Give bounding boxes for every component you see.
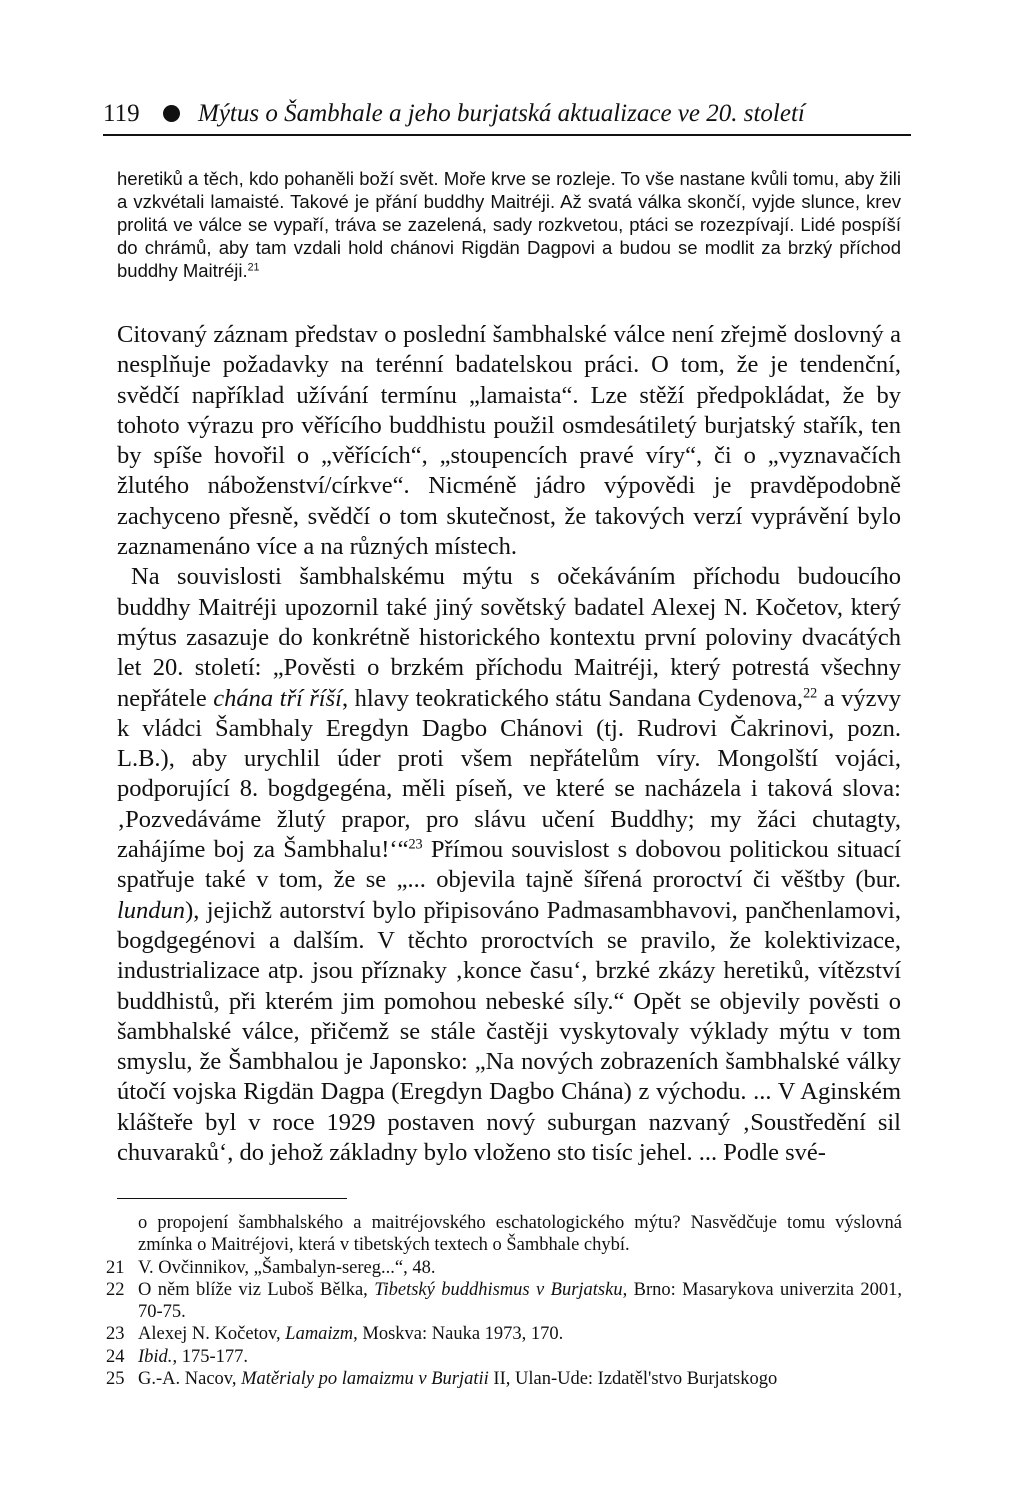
footnote-part: , 175-177. (172, 1346, 248, 1367)
footnote-ref-23: 23 (408, 836, 423, 853)
footnote-number: 23 (106, 1324, 125, 1345)
footnote-part: II, Ulan-Ude: Izdatěl'stvo Burjatskogo (488, 1369, 778, 1390)
running-title: Mýtus o Šambhale a jeho burjatská aktualizace ve 20. století (198, 100, 805, 127)
paragraph-1: Citovaný záznam představ o poslední šambhalské válce není zřejmě doslovný a nesplňuje požadavky na terénní badatelskou práci. O tom, že je tendenční, svědčí například užívání termínu „lamaista“. Lze stěží předpokládat, že by tohoto výrazu pro věřícího buddhistu použil osmdesátiletý burjatský stařík, ten by spíše hovořil o „věřících“, „stoupencích pravé víry“, či o „vyznavačích žlutého náboženství/církve“. Nicméně jádro výpovědi je pravděpodobně zachyceno přesně, svědčí o tom skutečnost, že takových verzí vyprávění bylo zaznamenáno více a na různých místech. (117, 321, 901, 561)
footnote-number: 22 (106, 1279, 125, 1300)
page-number: 119 (103, 100, 140, 127)
footnote-ibid: Ibid. (138, 1346, 173, 1367)
footnote-text (138, 1346, 902, 1368)
paragraph-2-part: ), jejichž autorství bylo připisováno Padmasambhavovi, pančhenlamovi, bogdgegénovi a dalším. V těchto proroctvích se pravilo, že kolektivizace, industrializace atp. jsou příznaky ‚konce času‘, brzké zkázy heretiků, vítězství buddhistů, při kterém jim pomohou nebeské síly.“ Opět se objevily pověsti o šambhalské válce, přičemž se stále častěji vyskytovaly výklady mýtu v tom smyslu, že Šambhalou je Japonsko: „Na nových zobrazeních šambhalské války útočí vojska Rigdän Dagpa (Eregdyn Dagbo Chána) z východu. ... V Aginském klášteře byl v roce 1929 postaven nový suburgan nazvaný ‚Soustředění sil chuvaraků‘, do jehož základny bylo vloženo sto tisíc jehel. ... Podle své- (117, 896, 901, 1167)
footnote-part: Alexej N. Kočetov, (138, 1324, 286, 1345)
footnote-number: 21 (106, 1257, 125, 1278)
footnote-part: O něm blíže viz Luboš Bělka, (138, 1279, 375, 1300)
paragraph-2-part: Přímou souvislost s dobovou politickou situací spatřuje také v tom, že se „... objevila tajně šířená proroctví či věštby (bur. (117, 836, 902, 894)
paragraph-2-part: Na souvislosti šambhalskému mýtu s očekáváním příchodu budoucího buddhy Maitréji upozornil také jiný sovětský badatel Alexej N. Kočetov, který mýtus zasazuje do konkrétně historického kontextu první poloviny dvacátých let 20. století: „Pověsti o brzkém příchodu Maitréji, který potrestá všechny nepřátele (117, 563, 901, 712)
footnote-part: , Moskva: Nauka 1973, 170. (353, 1324, 564, 1345)
footnote-text: o propojení šambhalského a maitréjovského eschatologického mýtu? Nasvědčuje tomu výslovná zmínka o Maitréjovi, která v tibetských textech o Šambhale chybí. (138, 1213, 902, 1256)
footnote-continuation (106, 1212, 902, 1257)
paragraph-2 (117, 562, 901, 1168)
paragraph-2-part: , hlavy teokratického státu Sandana Cydenova, (341, 684, 804, 712)
footnote-23 (106, 1323, 902, 1345)
footnote-book-title: Tibetský buddhismus v Burjatsku (374, 1279, 623, 1300)
header-rule (103, 134, 911, 136)
footnote-number: 24 (106, 1346, 125, 1367)
footnote-separator (117, 1198, 347, 1199)
footnote-text (138, 1279, 902, 1324)
footnote-part: , Brno: Masarykova univerzita 2001, 70-75. (138, 1279, 902, 1323)
footnotes (106, 1212, 902, 1390)
footnote-24 (106, 1346, 902, 1368)
emphasis-chana: chána tří říší (213, 684, 342, 712)
footnote-text (138, 1368, 902, 1390)
block-quote-text: heretiků a těch, kdo pohaněli boží svět. Moře krve se rozleje. To vše nastane kvůli tomu, aby žili a vzkvétali lamaisté. Takové je přání buddhy Maitréji. Až svatá válka skončí, vyjde slunce, krev prolitá ve válce se vypaří, tráva se zazelená, sady rozkvetou, ptáci se rozezpívají. Lidé pospíší do chrámů, aby tam vzdali hold chánovi Rigdän Dagpovi a budou se modlit za brzký příchod buddhy Maitréji. (117, 168, 901, 281)
bullet-dot-icon (163, 105, 180, 122)
footnote-text: V. Ovčinnikov, „Šambalyn-sereg...“, 48. (138, 1257, 436, 1278)
block-quote (117, 167, 901, 282)
footnote-book-title: Lamaizm (285, 1324, 354, 1345)
footnote-ref-21: 21 (247, 261, 260, 274)
main-text (117, 320, 901, 1168)
footnote-number: 25 (106, 1369, 125, 1390)
running-header (103, 100, 911, 140)
footnote-ref-22: 22 (803, 685, 818, 702)
footnote-part: G.-A. Nacov, (138, 1369, 242, 1390)
footnote-22 (106, 1279, 902, 1324)
footnote-text (138, 1323, 902, 1345)
footnote-21 (106, 1257, 902, 1279)
paragraph-2-part: a výzvy k vládci Šambhaly Eregdyn Dagbo Chánovi (tj. Rudrovi Čakrinovi, pozn. L.B.), aby urychlil úder proti všem nepřátelům víry. Mongolští vojáci, podporující 8. bogdgegéna, měli píseň, ve které se nacházela i taková slova: ‚Pozvedáváme žlutý prapor, pro slávu učení Buddhy; my žáci chutagty, zahájíme boj za Šambhalu!‘“ (117, 684, 901, 864)
emphasis-lundun: lundun (117, 896, 186, 924)
footnote-25 (106, 1368, 902, 1390)
footnote-book-title: Matěrialy po lamaizmu v Burjatii (241, 1369, 489, 1390)
